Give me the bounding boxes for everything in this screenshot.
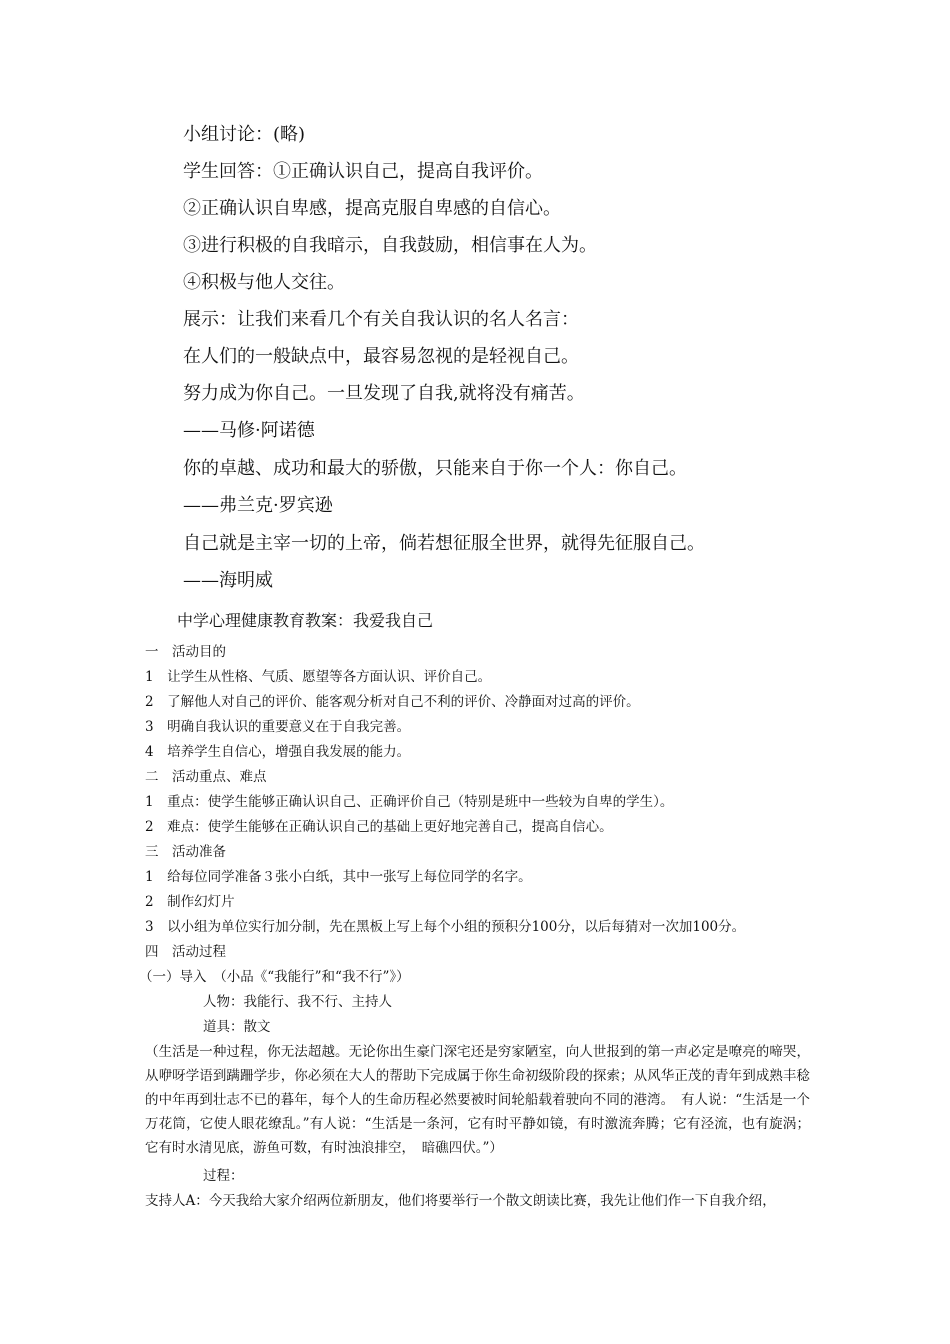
section-heading-1: 一 活动目的 <box>145 644 226 660</box>
quote-2-author: ——马修·阿诺德 <box>183 420 315 441</box>
list-item: 4 培养学生自信心，增强自我发展的能力。 <box>145 744 411 760</box>
quote-4-author: ——海明威 <box>183 570 273 591</box>
lesson-title: 中学心理健康教育教案：我爱我自己 <box>177 611 434 630</box>
quote-1: 在人们的一般缺点中，最容易忽视的是轻视自己。 <box>183 346 579 367</box>
list-item: 3 以小组为单位实行加分制，先在黑板上写上每个小组的预积分100分，以后每猜对一次加100分。 <box>145 919 746 935</box>
quote-2: 努力成为你自己。一旦发现了自我,就将没有痛苦。 <box>183 383 585 404</box>
quote-intro: 展示：让我们来看几个有关自我认识的名人名言： <box>183 309 579 330</box>
answer-item-4: ④积极与他人交往。 <box>183 272 345 293</box>
list-item: 2 制作幻灯片 <box>145 894 235 910</box>
list-item: 1 重点：使学生能够正确认识自己、正确评价自己（特别是班中一些较为自卑的学生）。 <box>145 794 674 810</box>
list-item: 1 让学生从性格、气质、愿望等各方面认识、评价自己。 <box>145 669 492 685</box>
prose-paragraph <box>145 1040 810 1160</box>
list-item: 1 给每位同学准备３张小白纸，其中一张写上每位同学的名字。 <box>145 869 532 885</box>
discussion-line: 小组讨论：(略) <box>183 124 306 145</box>
section-heading-3: 三 活动准备 <box>145 844 226 860</box>
quote-3-author: ——弗兰克·罗宾逊 <box>183 495 333 516</box>
list-item: 2 了解他人对自己的评价、能客观分析对自己不利的评价、冷静面对过高的评价。 <box>145 694 640 710</box>
quote-3: 你的卓越、成功和最大的骄傲，只能来自于你一个人：你自己。 <box>183 458 687 479</box>
quote-4: 自己就是主宰一切的上帝，倘若想征服全世界，就得先征服自己。 <box>183 533 705 554</box>
answer-item-2: ②正确认识自卑感，提高克服自卑感的自信心。 <box>183 198 561 219</box>
list-item: 2 难点：使学生能够在正确认识自己的基础上更好地完善自己，提高自信心。 <box>145 819 613 835</box>
process-label: 过程： <box>203 1168 244 1184</box>
section-heading-2: 二 活动重点、难点 <box>145 769 267 785</box>
prose-text: （生活是一种过程，你无法超越。无论你出生豪门深宅还是穷家陋室，向人世报到的第一声必定是嘹亮的啼哭，从咿呀学语到蹒跚学步，你必须在大人的帮助下完成属于你生命初级阶段的探索；从风华正茂的青年到成熟丰稔的中年再到壮志不已的暮年，每个人的生命历程必然要被时间轮船载着驶向不同的港湾。 有人说：“生活是一个万花筒，它使人眼花缭乱。”有人说：“生活是一条河，它有时平静如镜，有时激流奔腾；它有泾流，也有旋涡；它有时水清见底，游鱼可数，有时浊浪排空， 暗礁四伏。”） <box>145 1044 810 1156</box>
student-answer-line: 学生回答：①正确认识自己，提高自我评价。 <box>183 161 543 182</box>
props-line: 道具：散文 <box>203 1019 271 1035</box>
host-line: 支持人A：今天我给大家介绍两位新朋友，他们将要举行一个散文朗读比赛，我先让他们作一下自我介绍， <box>145 1193 776 1209</box>
roles-line: 人物：我能行、我不行、主持人 <box>203 994 392 1010</box>
section-heading-4: 四 活动过程 <box>145 944 226 960</box>
answer-item-3: ③进行积极的自我暗示，自我鼓励，相信事在人为。 <box>183 235 597 256</box>
list-item: 3 明确自我认识的重要意义在于自我完善。 <box>145 719 411 735</box>
subsection-heading: （一）导入 （小品《“我能行”和“我不行”》） <box>139 969 410 985</box>
